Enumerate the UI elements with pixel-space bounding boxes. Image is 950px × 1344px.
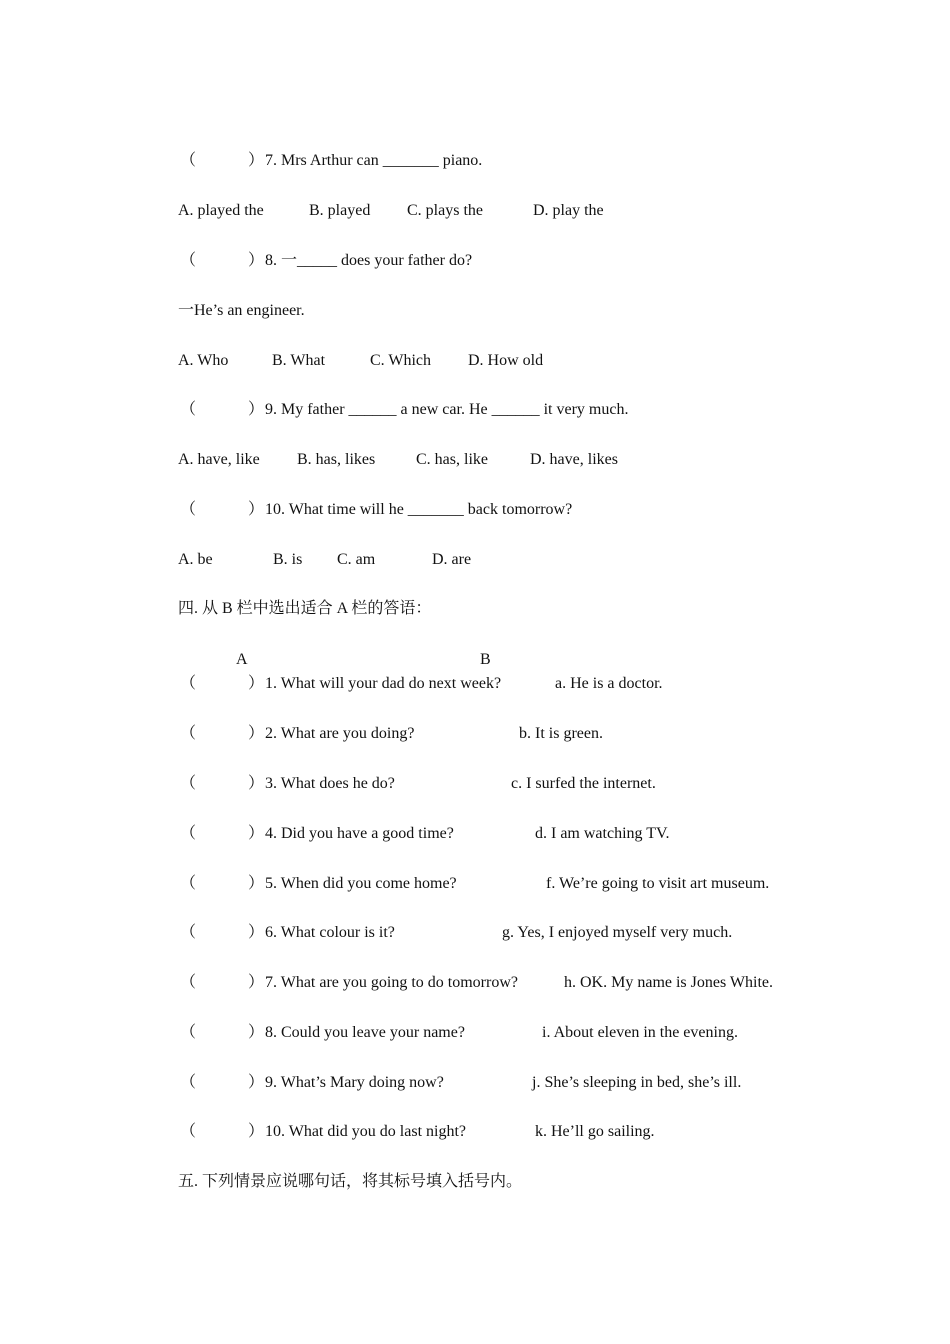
column-b-header: B [480,651,491,668]
answer-paren-close: ） [248,1074,265,1091]
question-8-reply: 一He’s an engineer. [178,302,305,319]
answer-paren-open[interactable]: （ [180,675,197,692]
answer-b: j. She’s sleeping in bed, she’s ill. [532,1074,742,1091]
option-c: C. am [337,551,376,568]
answer-b: d. I am watching TV. [535,825,670,842]
question-a: 4. Did you have a good time? [265,825,454,842]
option-c: C. Which [370,352,432,369]
answer-paren-open[interactable]: （ [180,875,197,892]
answer-paren-open[interactable]: （ [180,775,197,792]
question-a: 2. What are you doing? [265,725,415,742]
option-b: B. What [272,352,326,369]
question-a: 1. What will your dad do next week? [265,675,502,692]
option-a: A. played the [178,202,264,219]
answer-b: i. About eleven in the evening. [542,1024,738,1041]
answer-paren-open[interactable]: （ [180,252,197,269]
answer-paren-close: ） [248,1123,265,1140]
option-b: B. has, likes [297,451,376,468]
question-a: 10. What did you do last night? [265,1123,467,1140]
option-d: D. have, likes [530,451,618,468]
answer-paren-open[interactable]: （ [180,825,197,842]
question-a: 8. Could you leave your name? [265,1024,465,1041]
section-5-title: 五. 下列情景应说哪句话，将其标号填入括号内。 [178,1173,523,1190]
answer-paren-open[interactable]: （ [180,725,197,742]
answer-paren-close: ） [248,825,265,842]
answer-paren-open[interactable]: （ [180,401,197,418]
option-d: D. How old [468,352,544,369]
answer-b: f. We’re going to visit art museum. [546,875,770,892]
option-c: C. plays the [407,202,483,219]
column-a-header: A [236,651,248,668]
question-a: 6. What colour is it? [265,924,395,941]
answer-paren-close: ） [248,252,265,269]
option-d: D. play the [533,202,604,219]
answer-paren-close: ） [248,775,265,792]
answer-b: a. He is a doctor. [555,675,663,692]
answer-paren-close: ） [248,152,265,169]
option-d: D. are [432,551,472,568]
answer-paren-close: ） [248,725,265,742]
answer-paren-close: ） [248,501,265,518]
option-a: A. have, like [178,451,260,468]
question-a: 7. What are you going to do tomorrow? [265,974,518,991]
answer-b: c. I surfed the internet. [511,775,656,792]
answer-paren-close: ） [248,974,265,991]
question-stem: 8. 一_____ does your father do? [265,252,473,269]
option-c: C. has, like [416,451,488,468]
question-stem: 7. Mrs Arthur can _______ piano. [265,152,483,169]
question-a: 3. What does he do? [265,775,395,792]
question-stem: 9. My father ______ a new car. He ______ it very much. [265,401,629,418]
answer-paren-open[interactable]: （ [180,974,197,991]
answer-b: h. OK. My name is Jones White. [564,974,774,991]
question-a: 5. When did you come home? [265,875,457,892]
section-4-title: 四. 从 B 栏中选出适合 A 栏的答语： [178,600,432,617]
answer-paren-open[interactable]: （ [180,1074,197,1091]
answer-paren-open[interactable]: （ [180,152,197,169]
answer-paren-open[interactable]: （ [180,1024,197,1041]
option-b: B. is [273,551,303,568]
option-b: B. played [309,202,371,219]
option-a: A. be [178,551,213,568]
answer-paren-close: ） [248,875,265,892]
answer-paren-close: ） [248,924,265,941]
question-a: 9. What’s Mary doing now? [265,1074,444,1091]
answer-b: g. Yes, I enjoyed myself very much. [502,924,733,941]
answer-b: k. He’ll go sailing. [535,1123,655,1140]
question-stem: 10. What time will he _______ back tomorrow? [265,501,573,518]
answer-paren-open[interactable]: （ [180,501,197,518]
answer-paren-open[interactable]: （ [180,924,197,941]
option-a: A. Who [178,352,229,369]
answer-paren-close: ） [248,675,265,692]
answer-paren-close: ） [248,1024,265,1041]
answer-paren-close: ） [248,401,265,418]
answer-paren-open[interactable]: （ [180,1123,197,1140]
answer-b: b. It is green. [519,725,603,742]
